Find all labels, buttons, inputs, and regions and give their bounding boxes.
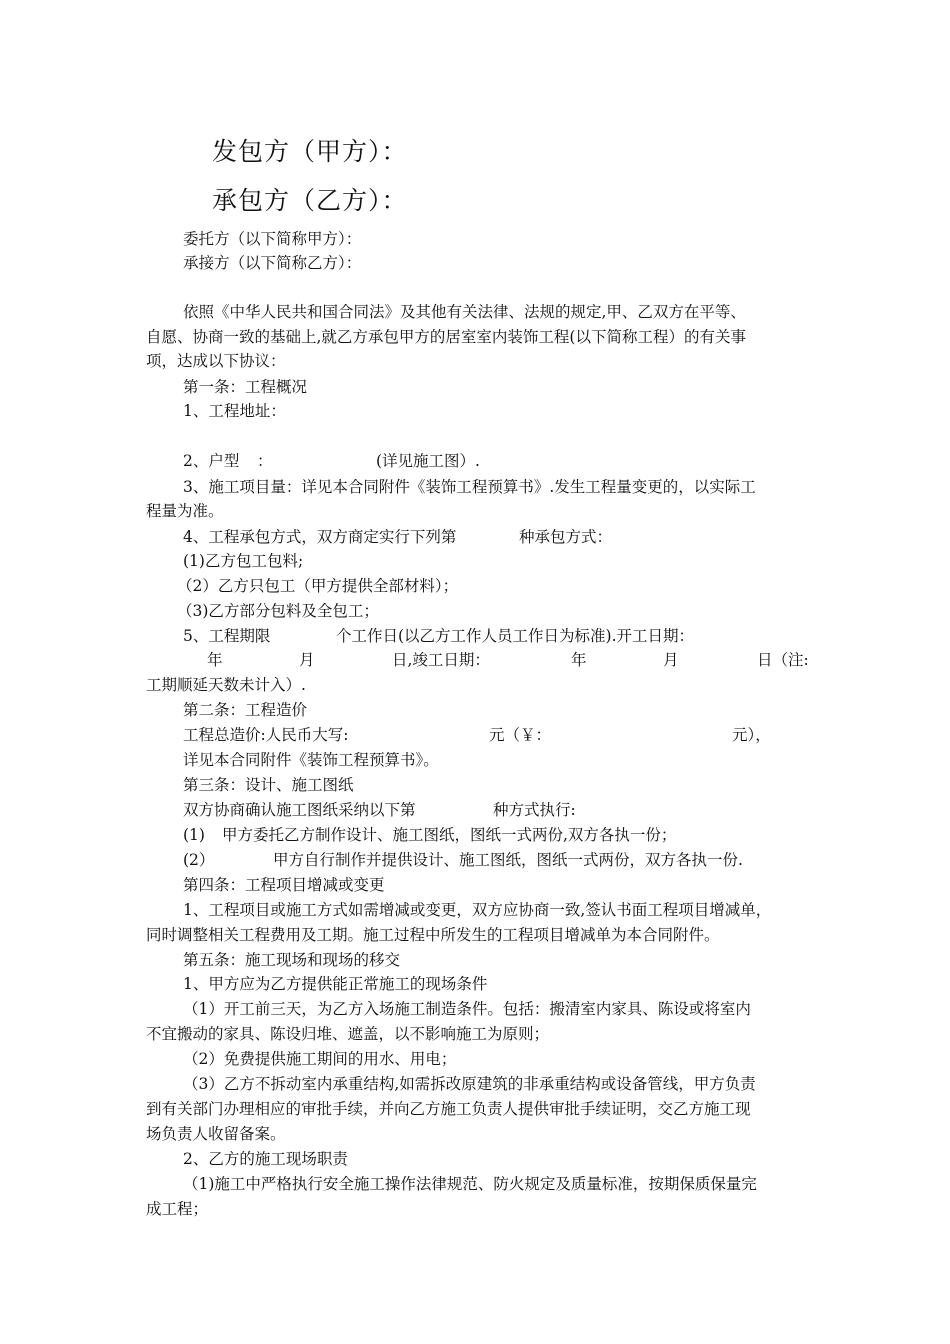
article-4-title: 第四条：工程项目增减或变更 [183,876,385,894]
end-day-note: 日（注: [757,651,809,669]
start-day-end-label: 日,竣工日期： [392,651,490,669]
unit-type-note: (详见施工图）. [376,452,480,470]
article-2-title: 第二条：工程造价 [183,701,308,719]
site-condition-1-line-2: 不宜搬动的家具、陈设归堆、遮盖，以不影响施工为原则； [146,1025,550,1043]
contractor-duties-heading: 2、乙方的施工现场职责 [183,1150,348,1168]
work-items-line-2: 程量为准。 [146,502,224,520]
client-line: 委托方（以下简称甲方）： [183,230,362,248]
article-3-title: 第三条：设计、施工图纸 [183,776,354,794]
site-condition-2: （2）免费提供施工期间的用水、用电； [183,1050,457,1068]
period-line-3: 工期顺延天数未计入）. [146,676,306,694]
drawings-option-2-text: 甲方自行制作并提供设计、施工图纸，图纸一式两份，双方各执一份. [273,851,743,869]
article-4-para-line-1: 1、工程项目或施工方式如需增减或变更，双方应协商一致,签认书面工程项目增减单， [183,901,772,919]
drawings-confirm-suffix: 种方式执行: [493,801,576,819]
site-condition-3-line-2: 到有关部门办理相应的审批手续，并向乙方施工负责人提供审批手续证明，交乙方施工现 [146,1100,751,1118]
preamble-line-2: 自愿、协商一致的基础上,就乙方承包甲方的居室室内装饰工程(以下简称工程）的有关事 [146,328,746,346]
party-b-heading: 承包方（乙方）： [212,186,408,215]
site-condition-3-line-1: （3）乙方不拆动室内承重结构,如需拆改原建筑的非承重结构或设备管线，甲方负责 [183,1075,756,1093]
unit-type-colon: ： [257,452,273,470]
drawings-confirm-label: 双方协商确认施工图纸采纳以下第 [183,801,416,819]
contract-method-label: 4、工程承包方式，双方商定实行下列第 [183,528,457,546]
work-items-line-1: 3、施工项目量：详见本合同附件《装饰工程预算书》.发生工程量变更的，以实际工 [183,478,756,496]
price-yuan-end: 元）， [732,726,771,744]
site-condition-1-line-1: （1）开工前三天，为乙方入场施工制造条件。包括：搬清室内家具、陈设或将室内 [183,1000,751,1018]
article-1-title: 第一条：工程概况 [183,378,308,396]
start-month: 月 [299,651,315,669]
method-option-2: （2）乙方只包工（甲方提供全部材料）； [177,577,459,595]
site-condition-3-line-3: 场负责人收留备案。 [146,1125,286,1143]
start-year: 年 [207,651,223,669]
contractor-line: 承接方（以下简称乙方）： [183,254,362,272]
price-line-2: 详见本合同附件《装饰工程预算书》。 [183,751,439,769]
drawings-option-2-number: (2） [183,851,215,869]
preamble-line-3: 项，达成以下协议： [146,352,286,370]
period-text: 个工作日(以乙方工作人员工作日为标准).开工日期： [336,627,695,645]
end-month: 月 [663,651,679,669]
drawings-option-1-text: 甲方委托乙方制作设计、施工图纸，图纸一式两份,双方各执一份； [222,826,677,844]
party-a-heading: 发包方（甲方）： [212,137,408,166]
article-4-para-line-2: 同时调整相关工程费用及工期。施工过程中所发生的工程项目增减单为本合同附件。 [146,926,720,944]
price-label: 工程总造价:人民币大写: [183,726,349,744]
contract-method-suffix: 种承包方式： [519,528,613,546]
contractor-duty-1-line-2: 成工程； [146,1200,209,1218]
site-conditions-heading: 1、甲方应为乙方提供能正常施工的现场条件 [183,975,488,993]
drawings-option-1-number: (1) [183,826,205,844]
unit-type-label: 2、户型 [183,452,240,470]
price-yuan: 元（￥： [489,726,552,744]
project-address: 1、工程地址： [183,402,286,420]
article-5-title: 第五条：施工现场和现场的移交 [183,951,401,969]
method-option-1: (1)乙方包工包料; [183,552,304,570]
contractor-duty-1-line-1: （1)施工中严格执行安全施工操作法律规范、防火规定及质量标准，按期保质保量完 [183,1175,757,1193]
method-option-3: （3)乙方部分包料及全包工； [177,602,379,620]
end-year: 年 [571,651,587,669]
period-label: 5、工程期限 [183,627,271,645]
preamble-line-1: 依照《中华人民共和国合同法》及其他有关法律、法规的规定,甲、乙双方在平等、 [183,303,746,321]
